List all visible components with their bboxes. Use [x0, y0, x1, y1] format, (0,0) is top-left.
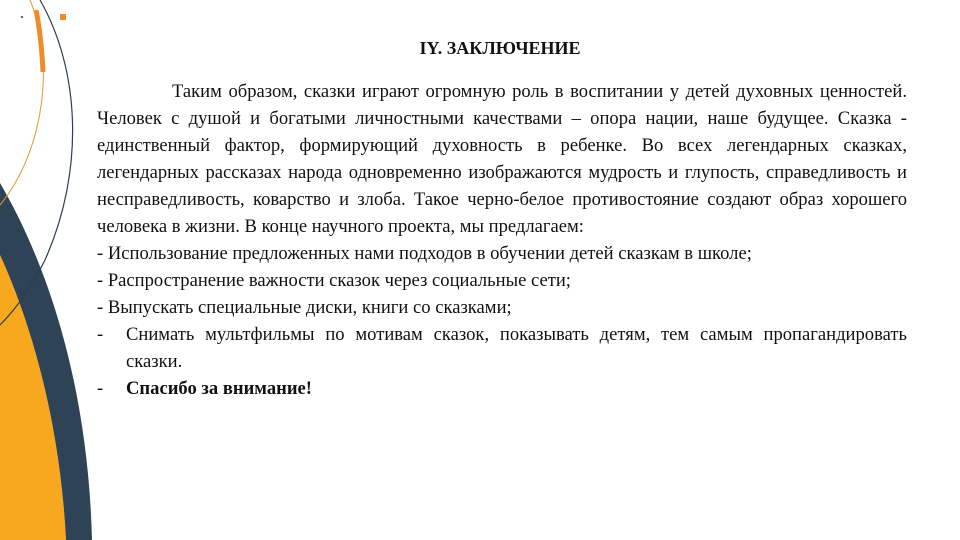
thanks-text: Спасибо за внимание! — [126, 378, 312, 399]
proposal-line: - Выпускать специальные диски, книги со сказками; — [97, 297, 512, 318]
slide-body — [97, 78, 907, 402]
bullet-item — [97, 321, 907, 375]
proposal-line: - Использование предложенных нами подходов в обучении детей сказкам в школе; — [97, 243, 752, 264]
orange-square — [60, 14, 66, 20]
bullet-dash: - — [97, 378, 104, 399]
bullet-text: Снимать мультфильмы по мотивам сказок, показывать детям, тем самым пропагандировать сказки. — [126, 324, 907, 372]
proposal-line: - Распространение важности сказок через социальные сети; — [97, 270, 571, 291]
slide-title: IY. ЗАКЛЮЧЕНИЕ — [419, 38, 581, 58]
dot — [21, 16, 23, 18]
bullet-dash: - — [97, 324, 104, 345]
conclusion-paragraph: Таким образом, сказки играют огромную роль в воспитании у детей духовных ценностей. Человек с душой и богатыми личностными качествами – опора нации, наше будущее. Сказка - единственный фактор, формирующий духовность в ребенке. Во всех легендарных сказках, легендарных рассказах народа одновременно изображаются мудрость и глупость, справедливость и несправедливость, коварство и злоба. Такое черно-белое противостояние создают образ хорошего человека в жизни. В конце научного проекта, мы предлагаем: — [97, 81, 907, 237]
bullet-item — [97, 375, 907, 402]
thin-orange-arc — [0, 0, 43, 205]
